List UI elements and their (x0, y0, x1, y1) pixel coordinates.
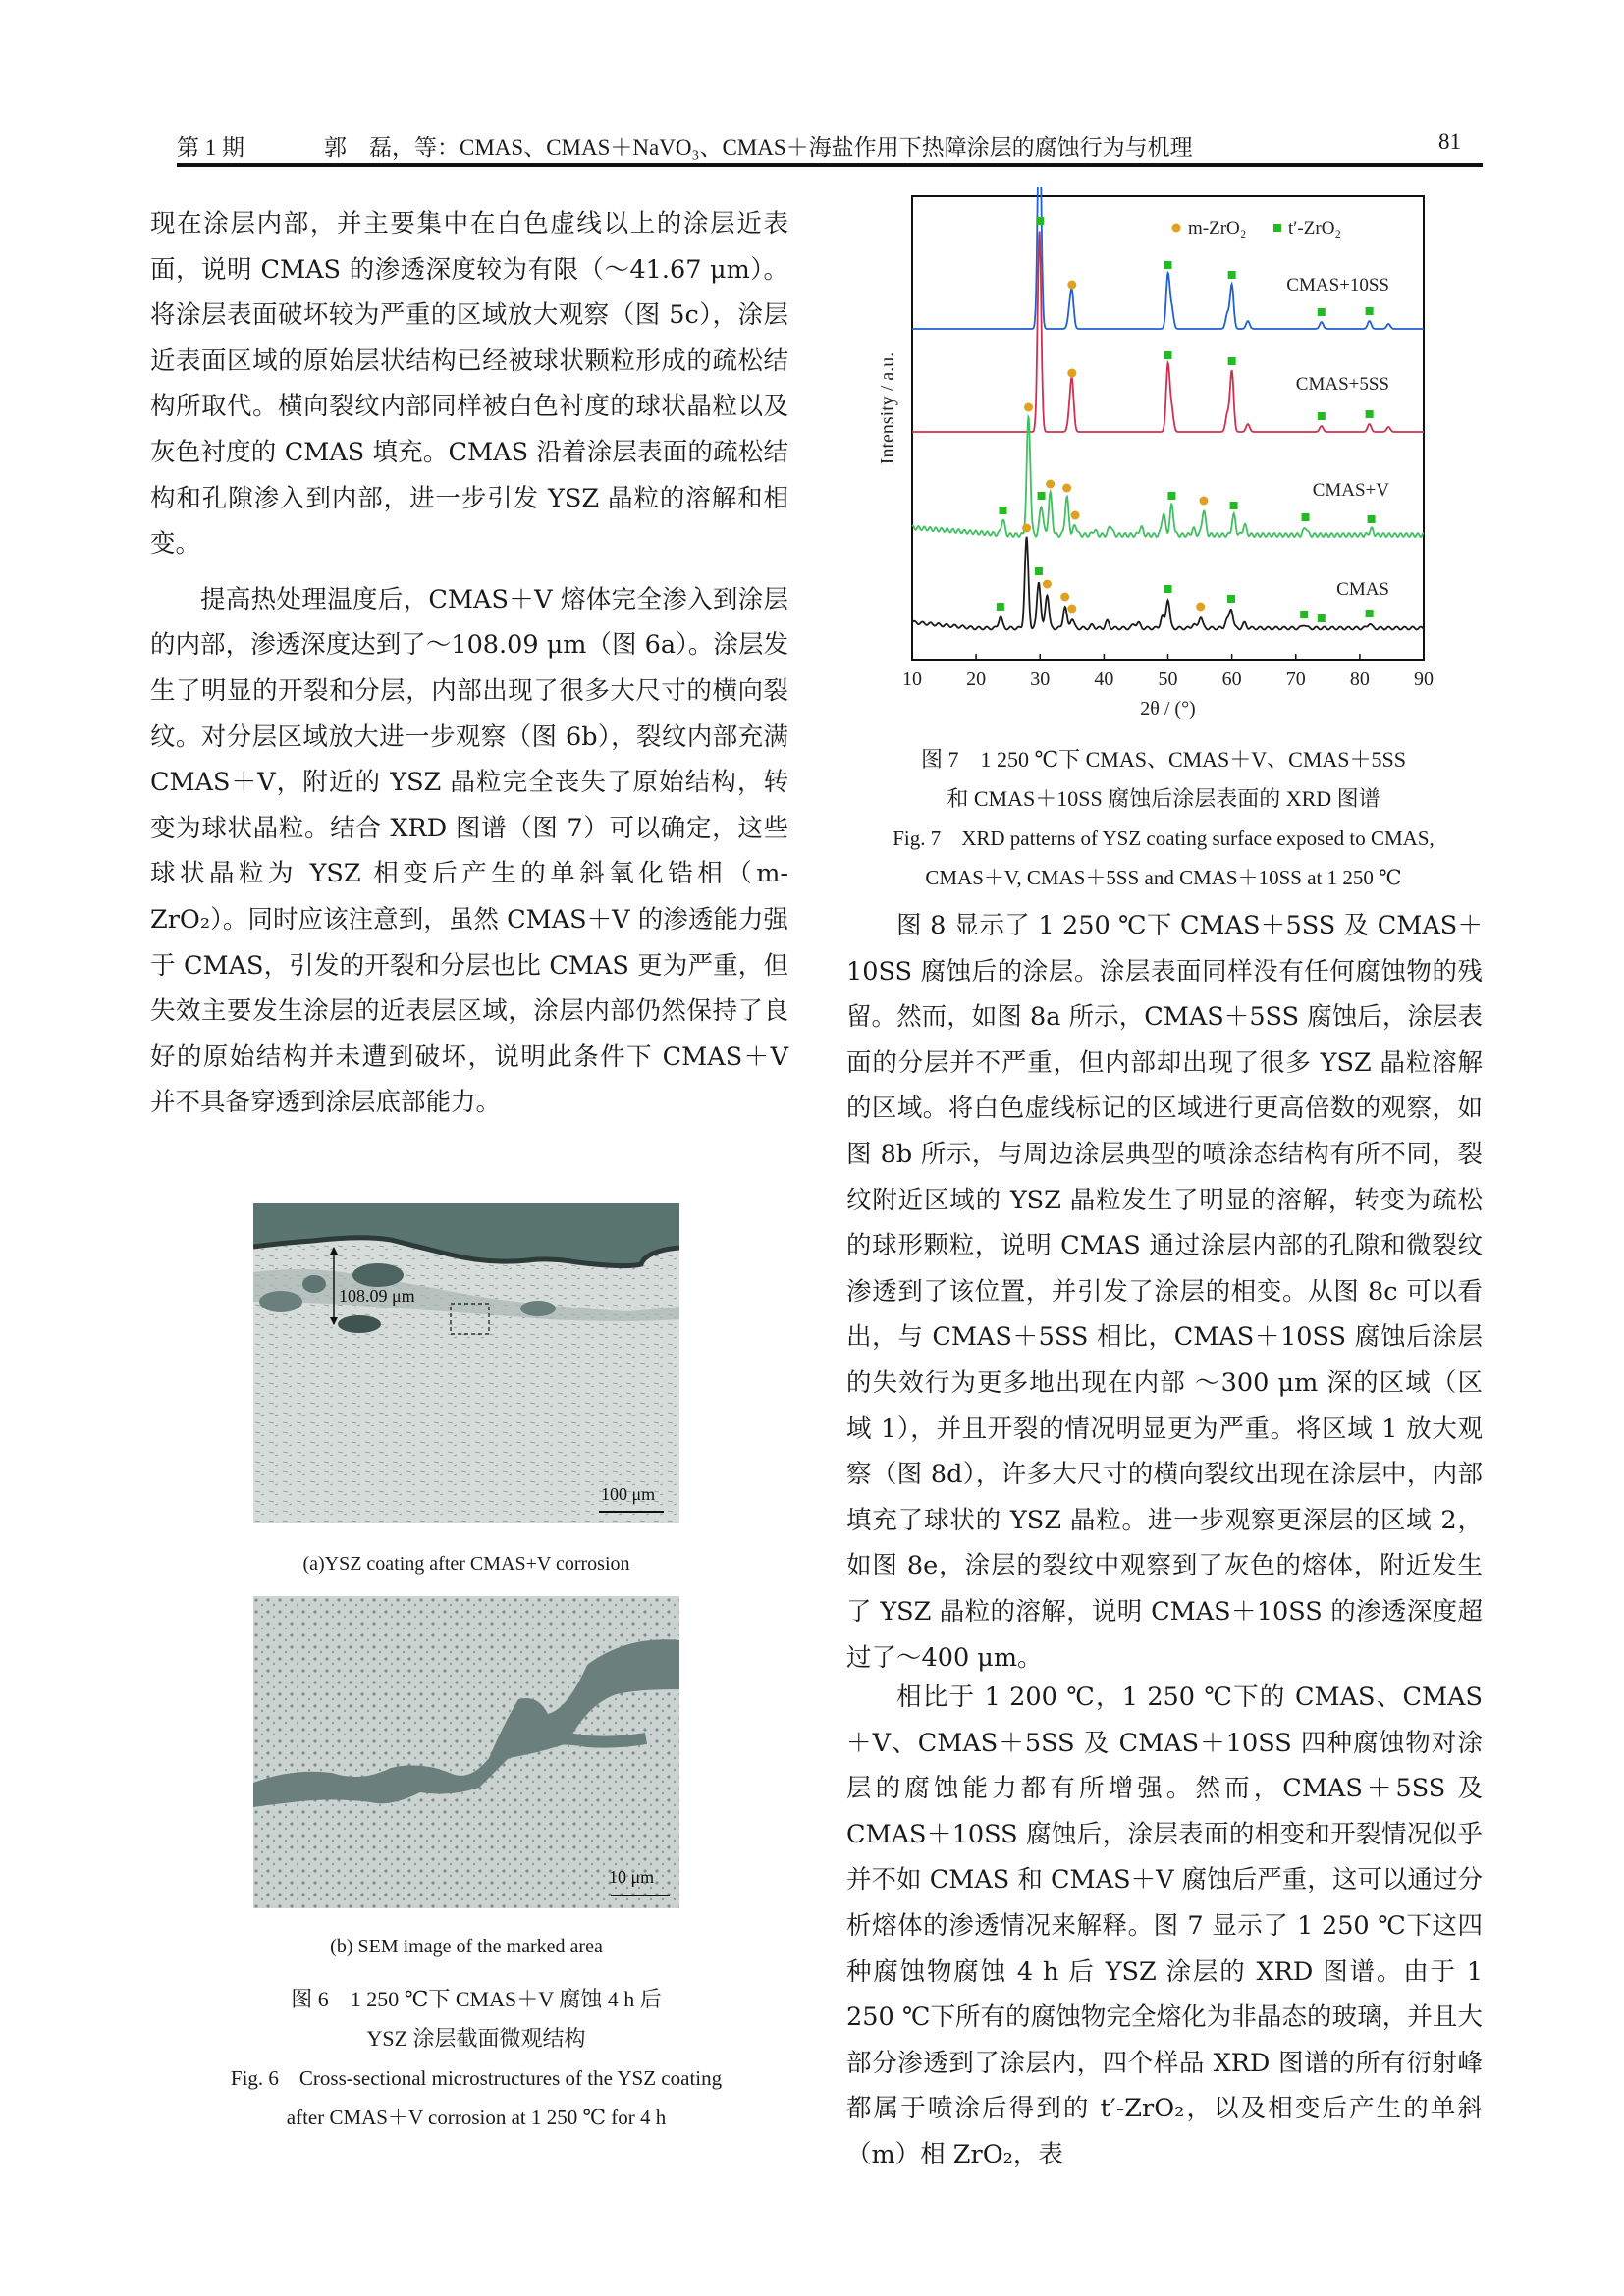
m-zro2-marker (1067, 369, 1076, 378)
t-zro2-marker (1318, 308, 1326, 316)
xrd-plot (864, 187, 1453, 736)
caption-cn-line: 和 CMAS＋10SS 腐蚀后涂层表面的 XRD 图谱 (947, 786, 1380, 811)
x-tick-label: 40 (1094, 668, 1114, 690)
legend-square-icon (1273, 224, 1281, 232)
figure-6a-sem-image (253, 1203, 679, 1523)
caption-cn-line: YSZ 涂层截面微观结构 (366, 2026, 586, 2051)
series-line-cmas-10ss (912, 187, 1424, 329)
t-zro2-marker (1366, 610, 1374, 617)
t-zro2-marker (1164, 351, 1172, 359)
figure-6-caption (157, 1980, 795, 2137)
m-zro2-marker (1022, 524, 1031, 533)
left-column-text (150, 201, 788, 1126)
caption-cn-line: 图 7 1 250 ℃下 CMAS、CMAS＋V、CMAS＋5SS (920, 747, 1407, 772)
m-zro2-marker (1024, 403, 1033, 412)
paragraph: 相比于 1 200 ℃，1 250 ℃下的 CMAS、CMAS＋V、CMAS＋5SS 及 CMAS＋10SS 四种腐蚀物对涂层的腐蚀能力都有所增强。然而，CMAS＋5SS 及 CMAS＋10SS 腐蚀后，涂层表面的相变和开裂情况似乎并不如 CMAS 和 CMAS＋V 腐蚀后严重，这可以通过分析熔体的渗透情况来解释。图 7 显示了 1 250 ℃下这四种腐蚀物腐蚀 4 h 后 YSZ 涂层的 XRD 图谱。由于 1 250 ℃下所有的腐蚀物完全熔化为非晶态的玻璃，并且大部分渗透到了涂层内，四个样品 XRD 图谱的所有衍射峰都属于喷涂后得到的 t′-ZrO₂，以及相变后产生的单斜（m）相 ZrO₂，表 (846, 1682, 1483, 2169)
scale-bar (611, 1895, 670, 1896)
t-zro2-marker (1300, 611, 1308, 618)
series-label: CMAS (1336, 579, 1389, 600)
caption-en-line: Fig. 6 Cross-sectional microstructures of the YSZ coating (230, 2066, 723, 2090)
t-zro2-marker (1167, 492, 1175, 500)
xrd-chart (864, 187, 1453, 736)
caption-cn-line: 图 6 1 250 ℃下 CMAS＋V 腐蚀 4 h 后 (291, 1987, 662, 2011)
t-zro2-marker (997, 603, 1004, 611)
m-zro2-marker (1071, 511, 1080, 520)
m-zro2-marker (1062, 484, 1071, 493)
t-zro2-marker (1366, 307, 1374, 315)
t-zro2-marker (1227, 595, 1235, 603)
figure-6b-caption: (b) SEM image of the marked area (330, 1936, 603, 1957)
m-zro2-marker (1067, 281, 1076, 290)
x-axis-label: 2θ / (°) (1140, 698, 1196, 720)
paragraph: 图 8 显示了 1 250 ℃下 CMAS＋5SS 及 CMAS＋10SS 腐蚀后的涂层。涂层表面同样没有任何腐蚀物的残留。然而，如图 8a 所示，CMAS＋5SS 腐蚀后，涂层表面的分层并不严重，但内部却出现了很多 YSZ 晶粒溶解的区域。将白色虚线标记的区域进行更高倍数的观察，如图 8b 所示，与周边涂层典型的喷涂态结构有所不同，裂纹附近区域的 YSZ 晶粒发生了明显的溶解，转变为疏松的球形颗粒，说明 CMAS 通过涂层内部的孔隙和微裂纹渗透到了该位置，并引发了涂层的相变。从图 8c 可以看出，与 CMAS＋5SS 相比，CMAS＋10SS 腐蚀后涂层的失效行为更多地出现在内部 ～300 μm 深的区域（区域 1），并且开裂的情况明显更为严重。将区域 1 放大观察（图 8d），许多大尺寸的横向裂纹出现在涂层中，内部填充了球状的 YSZ 晶粒。进一步观察更深层的区域 2，如图 8e，涂层的裂纹中观察到了灰色的熔体，附近发生了 YSZ 晶粒的溶解，说明 CMAS＋10SS 的渗透深度超过了～400 μm。 (846, 911, 1483, 1673)
figure-6b-sem-image (253, 1596, 679, 1908)
t-zro2-marker (1035, 567, 1043, 575)
issue-number: 第 1 期 (177, 135, 244, 160)
legend-label: t′-ZrO₂ (1288, 218, 1342, 239)
paragraph: 提高热处理温度后，CMAS＋V 熔体完全渗入到涂层的内部，渗透深度达到了～108.09 μm（图 6a）。涂层发生了明显的开裂和分层，内部出现了很多大尺寸的横向裂纹。对分层区域放大进一步观察（图 6b），裂纹内部充满 CMAS＋V，附近的 YSZ 晶粒完全丧失了原始结构，转变为球状晶粒。结合 XRD 图谱（图 7）可以确定，这些球状晶粒为 YSZ 相变后产生的单斜氧化锆相（m-ZrO₂）。同时应该注意到，虽然 CMAS＋V 的渗透能力强于 CMAS，引发的开裂和分层也比 CMAS 更为严重，但失效主要发生涂层的近表层区域，涂层内部仍然保持了良好的原始结构并未遭到破坏，说明此条件下 CMAS＋V 并不具备穿透到涂层底部能力。 (150, 584, 788, 1118)
m-zro2-marker (1060, 593, 1069, 602)
x-tick-label: 10 (902, 668, 922, 690)
sem-cross-section-image (253, 1203, 679, 1523)
sem-detail-image (253, 1596, 679, 1908)
m-zro2-marker (1196, 603, 1205, 612)
right-column-text-2 (846, 1675, 1483, 2178)
right-column-text-1 (846, 903, 1483, 1681)
page-number: 81 (1438, 130, 1461, 154)
x-tick-label: 30 (1030, 668, 1051, 690)
x-tick-label: 90 (1414, 668, 1434, 690)
x-tick-label: 80 (1349, 668, 1370, 690)
m-zro2-marker (1046, 480, 1055, 489)
t-zro2-marker (1228, 271, 1236, 279)
scale-bar-label: 10 μm (609, 1867, 655, 1887)
caption-en-line: after CMAS＋V corrosion at 1 250 ℃ for 4 h (286, 2106, 667, 2129)
series-label: CMAS+10SS (1286, 275, 1389, 295)
t-zro2-marker (1230, 502, 1238, 509)
t-zro2-marker (1302, 513, 1310, 521)
y-axis-label: Intensity / a.u. (877, 351, 898, 465)
paragraph: 现在涂层内部，并主要集中在白色虚线以上的涂层近表面，说明 CMAS 的渗透深度较为有限（～41.67 μm）。将涂层表面破坏较为严重的区域放大观察（图 5c），涂层近表面区域的原始层状结构已经被球状颗粒形成的疏松结构所取代。横向裂纹内部同样被白色衬度的球状晶粒以及灰色衬度的 CMAS 填充。CMAS 沿着涂层表面的疏松结构和孔隙渗入到内部，进一步引发 YSZ 晶粒的溶解和相变。 (150, 209, 788, 560)
series-label: CMAS+V (1312, 480, 1389, 501)
x-tick-label: 60 (1221, 668, 1242, 690)
t-zro2-marker (1038, 492, 1046, 500)
caption-en-line: CMAS＋V, CMAS＋5SS and CMAS＋10SS at 1 250 ℃ (925, 866, 1402, 889)
t-zro2-marker (1164, 585, 1172, 593)
x-tick-label: 50 (1158, 668, 1178, 690)
legend-label: m-ZrO₂ (1188, 218, 1247, 239)
scale-bar (599, 1511, 664, 1513)
figure-6a-caption: (a)YSZ coating after CMAS+V corrosion (302, 1553, 630, 1575)
m-zro2-marker (1199, 497, 1208, 506)
t-zro2-marker (1164, 261, 1172, 269)
t-zro2-marker (1366, 410, 1374, 418)
header-rule (177, 163, 1483, 167)
m-zro2-marker (1067, 605, 1076, 614)
t-zro2-marker (999, 507, 1006, 514)
x-tick-label: 70 (1285, 668, 1306, 690)
t-zro2-marker (1318, 614, 1326, 622)
depth-annotation: 108.09 μm (339, 1286, 415, 1306)
series-label: CMAS+5SS (1295, 374, 1389, 395)
x-tick-label: 20 (966, 668, 987, 690)
figure-7-caption (844, 740, 1483, 897)
scale-bar-label: 100 μm (601, 1484, 656, 1504)
running-title: 郭 磊，等：CMAS、CMAS＋NaVO₃、CMAS＋海盐作用下热障涂层的腐蚀行为与机理 (324, 135, 1193, 160)
series-line-cmas-v (912, 417, 1424, 537)
t-zro2-marker (1368, 515, 1376, 523)
running-header (177, 126, 1483, 161)
t-zro2-marker (1036, 217, 1044, 225)
t-zro2-marker (1228, 357, 1236, 365)
legend-circle-icon (1172, 224, 1181, 233)
caption-en-line: Fig. 7 XRD patterns of YSZ coating surface exposed to CMAS, (893, 827, 1435, 850)
t-zro2-marker (1318, 412, 1326, 420)
m-zro2-marker (1043, 580, 1052, 589)
